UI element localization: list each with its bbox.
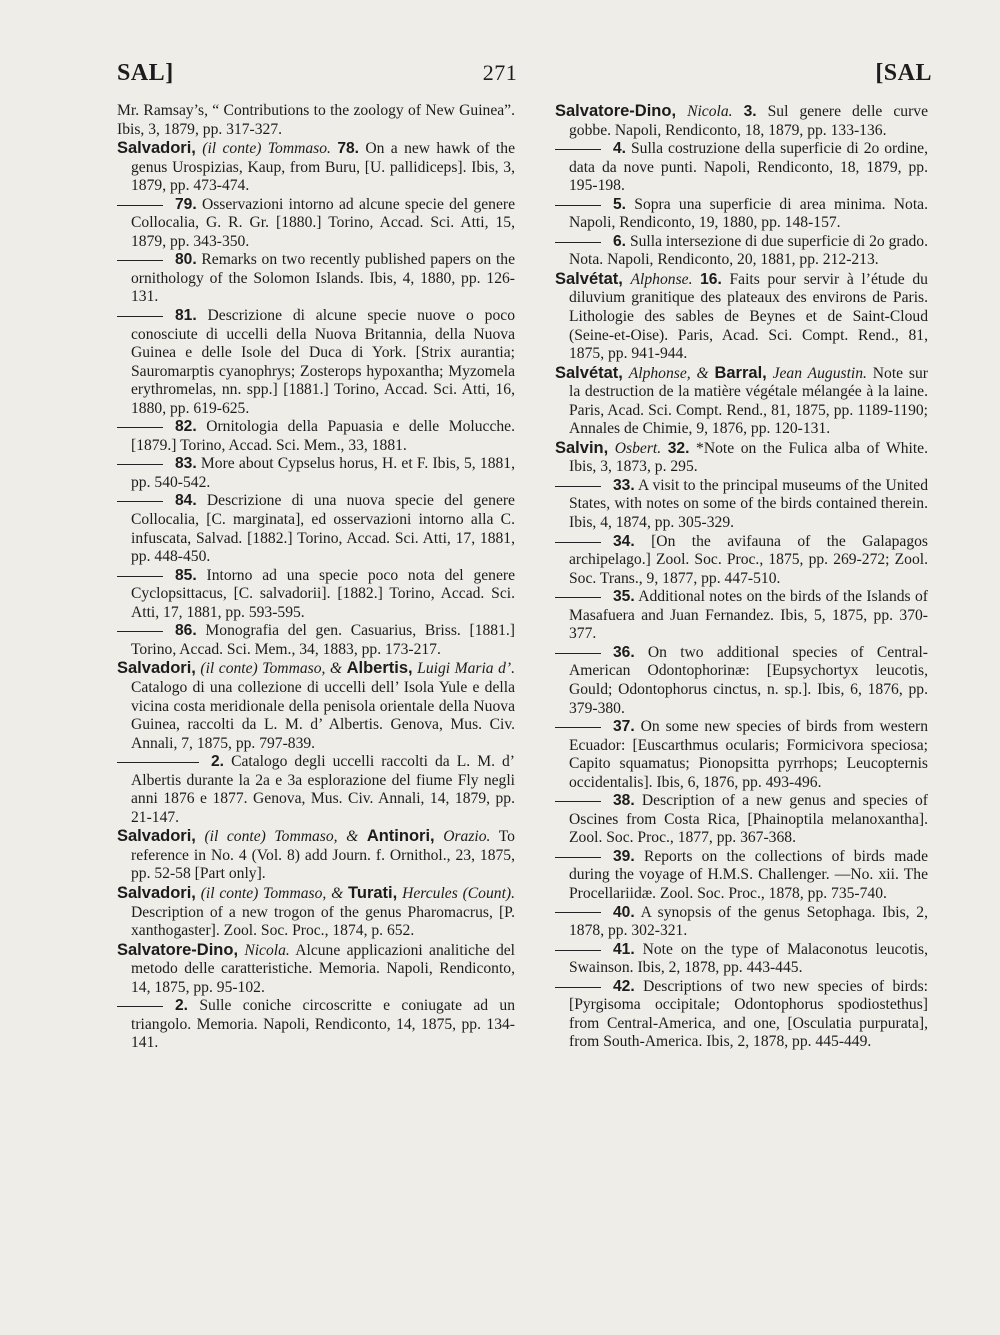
bibliography-entry bbox=[117, 997, 515, 1053]
author-name: Salvétat, bbox=[555, 269, 623, 288]
entry-text: Sopra una superficie di area minima. Nota. Napoli, Rendiconto, 19, 1880, pp. 148-157. bbox=[569, 195, 928, 232]
bibliography-entry bbox=[117, 827, 515, 884]
author-forename: Alphonse, & bbox=[628, 364, 715, 382]
ditto-rule bbox=[555, 149, 601, 150]
coauthor-forename: Jean Augustin. bbox=[772, 364, 867, 382]
coauthor-forename: Hercules (Count). bbox=[402, 884, 515, 902]
author-name: Salvin, bbox=[555, 438, 609, 457]
bibliography-entry bbox=[555, 102, 928, 140]
bibliography-entry bbox=[117, 884, 515, 941]
right-column bbox=[555, 102, 928, 1052]
entry-text: Sulle coniche circoscritte e coniugate ad un triangolo. Memoria. Napoli, Rendiconto, 14, 1875, pp. 134-141. bbox=[131, 997, 515, 1052]
bibliography-entry bbox=[555, 848, 928, 904]
entry-text: Sulla costruzione della superficie di 2o ordine, data da nove punti. Napoli, Rendiconto, 18, 1879, pp. 195-198. bbox=[569, 140, 928, 195]
entry-number: 84. bbox=[175, 492, 197, 510]
entry-number: 37. bbox=[613, 718, 635, 736]
entry-number: 16. bbox=[700, 270, 722, 288]
bibliography-entry bbox=[555, 718, 928, 792]
entry-number: 78. bbox=[337, 140, 359, 158]
entry-number: 85. bbox=[175, 566, 197, 584]
entry-text: *Note on the Fulica alba of White. Ibis, 3, 1873, p. 295. bbox=[569, 439, 928, 476]
entry-text: Reports on the collections of birds made during the voyage of H.M.S. Challenger. —No. xii. The Procellariidæ. Zool. Soc. Proc., 1878, pp. 735-740. bbox=[569, 847, 929, 902]
author-forename: (il conte) Tommaso, & bbox=[200, 660, 347, 678]
entry-number: 6. bbox=[613, 232, 627, 250]
bibliography-entry bbox=[117, 659, 515, 753]
entry-number: 38. bbox=[613, 792, 635, 810]
entry-number: 2. bbox=[175, 997, 189, 1015]
author-forename: Nicola. bbox=[687, 103, 733, 120]
entry-number: 86. bbox=[175, 622, 197, 640]
entry-text: Intorno ad una specie poco nota del genere Cyclopsittacus, [C. salvadorii]. [1882.] Torino, Accad. Sci. Atti, 17, 1881, pp. 593-595. bbox=[131, 566, 515, 621]
ditto-rule bbox=[117, 427, 163, 428]
bibliography-entry bbox=[117, 622, 515, 659]
entry-number: 35. bbox=[613, 588, 635, 606]
entry-number: 81. bbox=[175, 307, 197, 325]
author-name: Salvatore-Dino, bbox=[555, 102, 677, 120]
author-name: Salvadori, bbox=[117, 827, 196, 846]
bibliography-entry bbox=[555, 477, 928, 533]
entry-text: Description of a new genus and species of Oscines from Costa Rica, [Phainoptila melanoxantha]. Zool. Soc. Proc., 1877, pp. 367-368. bbox=[569, 792, 928, 847]
bibliography-entry bbox=[555, 140, 928, 196]
entry-number: 5. bbox=[613, 195, 627, 213]
entry-number: 2. bbox=[211, 753, 225, 771]
bibliography-entry bbox=[555, 270, 928, 364]
entry-text: On some new species of birds from western Ecuador: [Euscarthmus ocularis; Formicivora speciosa; Capito squamatus; Pionopsitta pyrrhops; Leucopternis occidentalis]. Ibis, 6, 1876, pp. 493-496. bbox=[569, 718, 928, 791]
entry-number: 3. bbox=[743, 103, 757, 120]
page-number: 271 bbox=[482, 60, 518, 85]
entry-number: 39. bbox=[613, 847, 635, 865]
left-column bbox=[117, 102, 515, 1053]
entry-text: Ornitologia della Papuasia e delle Molucche. [1879.] Torino, Accad. Sci. Mem., 33, 1881. bbox=[131, 418, 515, 454]
ditto-rule bbox=[117, 762, 199, 763]
author-forename: Osbert. bbox=[614, 439, 662, 457]
entry-text: On two additional species of Central-American Odontophorinæ: [Eupsychortyx leucotis, Gould; Odontophorus cinctus, n. sp.]. Ibis, 6, 1876, pp. 379-380. bbox=[569, 643, 928, 717]
entry-number: 4. bbox=[613, 140, 627, 158]
entry-number: 40. bbox=[613, 903, 635, 921]
coauthor-name: Antinori, bbox=[366, 827, 435, 846]
author-forename: (il conte) Tommaso, & bbox=[200, 884, 349, 902]
entry-text: Osservazioni intorno ad alcune specie del genere Collocalia, G. R. Gr. [1880.] Torino, Accad. Sci. Atti, 15, 1879, pp. 343-350. bbox=[131, 195, 515, 250]
bibliography-entry bbox=[117, 251, 515, 307]
bibliography-entry bbox=[555, 439, 928, 477]
entry-text: Sulla intersezione di due superficie di 2o grado. Nota. Napoli, Rendiconto, 20, 1881, pp. 212-213. bbox=[569, 232, 928, 269]
bibliography-entry bbox=[117, 307, 515, 418]
bibliography-entry bbox=[117, 941, 515, 998]
entry-text: Sul genere delle curve gobbe. Napoli, Rendiconto, 18, 1879, pp. 133-136. bbox=[569, 103, 928, 139]
entry-number: 83. bbox=[175, 455, 197, 473]
ditto-rule bbox=[555, 950, 601, 951]
ditto-rule bbox=[555, 242, 601, 243]
entry-number: 42. bbox=[613, 977, 635, 995]
ditto-rule bbox=[555, 597, 601, 598]
author-name: Salvadori, bbox=[117, 139, 196, 158]
entry-text: [On the avifauna of the Galapagos archipelago.] Zool. Soc. Proc., 1875, pp. 269-272; Zool. Soc. Trans., 9, 1877, pp. 447-510. bbox=[569, 532, 928, 587]
entry-number: 82. bbox=[175, 418, 197, 436]
bibliography-entry bbox=[555, 364, 928, 439]
bibliography-entry bbox=[117, 139, 515, 196]
bibliography-entry bbox=[117, 102, 515, 139]
author-name: Salvadori, bbox=[117, 883, 196, 902]
ditto-rule bbox=[555, 987, 601, 988]
ditto-rule bbox=[555, 205, 601, 206]
ditto-rule bbox=[117, 631, 163, 632]
ditto-rule bbox=[117, 501, 163, 502]
bibliography-entry bbox=[555, 644, 928, 718]
coauthor-forename: Luigi Maria d’. bbox=[417, 660, 515, 678]
author-forename: (il conte) Tommaso. bbox=[202, 140, 331, 158]
entry-text: Catalogo di una collezione di uccelli dell’ Isola Yule e della vicina costa meridionale della penisola orientale della Nuova Guinea, raccolti da L. M. d’ Albertis. Genova, Mus. Civ. Annali, 7, 1875, pp. 797-839. bbox=[131, 678, 515, 752]
ditto-rule bbox=[555, 801, 601, 802]
entry-text: Note sur la destruction de la matière végétale mélangée à la laine. Paris, Acad. Sci. Compt. Rend., 81, 1875, pp. 1189-1190; Annales de Chimie, 9, 1876, pp. 120-131. bbox=[569, 364, 928, 438]
bibliography-entry bbox=[117, 418, 515, 455]
bibliography-entry bbox=[555, 904, 928, 941]
entry-text: Descrizione di alcune specie nuove o poco conosciute di uccelli della Nuova Britannia, della Nuova Guinea e delle Isole del Duca di York. [Strix aurantia; Sauromarptis cyanophrys; Zosterops hypoxantha; Myzomela erythromelas, nn. spp.] [1881.] Torino, Accad. Sci. Atti, 16, 1880, pp. 619-625. bbox=[131, 307, 515, 417]
ditto-rule bbox=[555, 727, 601, 728]
running-head-left: SAL] bbox=[117, 60, 174, 86]
entry-text: Faits pour servir à l’étude du diluvium granitique des plateaux des environs de Paris. Lithologie des sables de Beynes et de Saint-Cloud (Seine-et-Oise). Paris, Acad. Sci. Compt. Rend., 81, 1875, pp. 941-944. bbox=[569, 270, 928, 363]
ditto-rule bbox=[555, 653, 601, 654]
entry-text: Descrizione di una nuova specie del genere Collocalia, [C. marginata], ed osservazioni intorno alla C. infuscata, Salvad. [1882.] Torino, Accad. Sci. Atti, 17, 1881, pp. 448-450. bbox=[131, 492, 515, 566]
entry-text: Monografia del gen. Casuarius, Briss. [1881.] Torino, Accad. Sci. Mem., 34, 1883, pp. 173-217. bbox=[131, 622, 515, 658]
coauthor-name: Barral, bbox=[714, 363, 767, 382]
author-name: Salvétat, bbox=[555, 363, 623, 382]
entry-text: Catalogo degli uccelli raccolti da L. M. d’ Albertis durante la 2a e 3a esplorazione del fiume Fly negli anni 1876 e 1877. Genova, Mus. Civ. Annali, 14, 1879, pp. 21-147. bbox=[131, 753, 515, 826]
entry-text: Additional notes on the birds of the Islands of Masafuera and Juan Fernandez. Ibis, 5, 1875, pp. 370-377. bbox=[569, 588, 928, 643]
entry-text: A visit to the principal museums of the United States, with notes on some of the birds contained therein. Ibis, 4, 1874, pp. 305-329. bbox=[569, 476, 928, 532]
author-forename: (il conte) Tommaso, & bbox=[204, 828, 367, 846]
bibliography-entry bbox=[555, 196, 928, 233]
entry-number: 32. bbox=[667, 439, 690, 457]
coauthor-name: Albertis, bbox=[346, 659, 413, 678]
entry-number: 80. bbox=[175, 251, 197, 269]
ditto-rule bbox=[117, 464, 163, 465]
author-name: Salvatore-Dino, bbox=[117, 940, 239, 959]
ditto-rule bbox=[555, 542, 601, 543]
ditto-rule bbox=[117, 205, 163, 206]
ditto-rule bbox=[555, 486, 601, 487]
entry-number: 34. bbox=[613, 532, 635, 550]
entry-text: Description of a new trogon of the genus Pharomacrus, [P. xanthogaster]. Zool. Soc. Proc., 1874, p. 652. bbox=[131, 903, 515, 940]
entry-text: Remarks on two recently published papers on the ornithology of the Solomon Islands. Ibis, 4, 1880, pp. 126-131. bbox=[131, 251, 515, 306]
entry-number: 41. bbox=[613, 940, 635, 958]
bibliography-entry bbox=[117, 196, 515, 252]
entry-number: 33. bbox=[613, 476, 635, 494]
author-forename: Alphonse. bbox=[630, 270, 693, 288]
entry-number: 79. bbox=[175, 195, 197, 213]
ditto-rule bbox=[117, 576, 163, 577]
bibliography-entry bbox=[117, 567, 515, 623]
entry-number: 36. bbox=[613, 643, 635, 661]
entry-text: Alcune applicazioni analitiche del metodo delle caratteristiche. Memoria. Napoli, Rendiconto, 14, 1875, pp. 95-102. bbox=[131, 941, 515, 996]
coauthor-name: Turati, bbox=[348, 883, 398, 902]
entry-text: Descriptions of two new species of birds: [Pyrgisoma occipitale; Odontophorus spodiostethus] from Central-America, and one, [Osculatia purpurata], from South-America. Ibis, 2, 1878, pp. 445-449. bbox=[569, 977, 928, 1051]
author-forename: Nicola. bbox=[244, 941, 290, 959]
bibliography-entry bbox=[555, 978, 928, 1052]
ditto-rule bbox=[117, 316, 163, 317]
bibliography-entry bbox=[117, 455, 515, 492]
bibliography-entry bbox=[555, 588, 928, 644]
entry-text: Note on the type of Malaconotus leucotis, Swainson. Ibis, 2, 1878, pp. 443-445. bbox=[569, 940, 928, 977]
bibliography-entry bbox=[555, 941, 928, 978]
bibliography-entry bbox=[117, 753, 515, 827]
running-head-right: [SAL bbox=[875, 60, 932, 86]
entry-text: Mr. Ramsay’s, “ Contributions to the zoology of New Guinea”. Ibis, 3, 1879, pp. 317-327. bbox=[117, 102, 515, 138]
bibliography-entry bbox=[117, 492, 515, 566]
ditto-rule bbox=[117, 260, 163, 261]
ditto-rule bbox=[555, 912, 601, 913]
author-name: Salvadori, bbox=[117, 659, 196, 678]
entry-text: On a new hawk of the genus Urospizias, Kaup, from Buru, [U. pallidiceps]. Ibis, 3, 1879, pp. 473-474. bbox=[131, 140, 515, 195]
bibliography-entry bbox=[555, 533, 928, 589]
coauthor-forename: Orazio. bbox=[443, 828, 491, 846]
ditto-rule bbox=[117, 1006, 163, 1007]
entry-text: To reference in No. 4 (Vol. 8) add Journ. f. Ornithol., 23, 1875, pp. 52-58 [Part only]. bbox=[131, 828, 515, 883]
entry-text: A synopsis of the genus Setophaga. Ibis, 2, 1878, pp. 302-321. bbox=[569, 903, 928, 940]
bibliography-entry bbox=[555, 233, 928, 270]
ditto-rule bbox=[555, 857, 601, 858]
bibliography-entry bbox=[555, 792, 928, 848]
entry-text: More about Cypselus horus, H. et F. Ibis, 5, 1881, pp. 540-542. bbox=[131, 455, 515, 491]
